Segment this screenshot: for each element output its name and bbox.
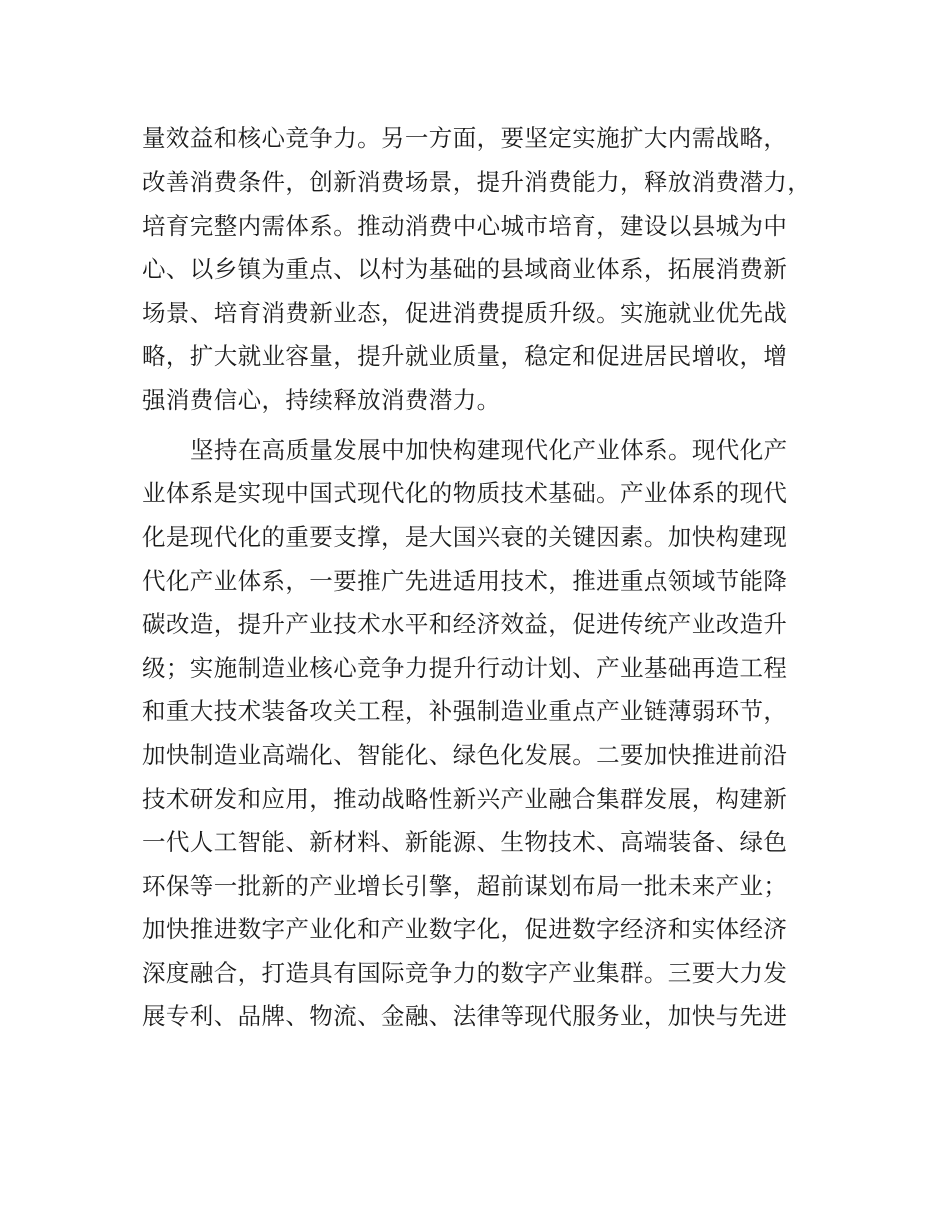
paragraph-line: 略，扩大就业容量，提升就业质量，稳定和促进居民增收，增 xyxy=(142,342,788,370)
paragraph-line: 坚持在高质量发展中加快构建现代化产业体系。现代化产 xyxy=(190,436,788,464)
paragraph-line: 加快制造业高端化、智能化、绿色化发展。二要加快推进前沿 xyxy=(142,741,788,769)
paragraph-line: 加快推进数字产业化和产业数字化，促进数字经济和实体经济 xyxy=(142,915,788,943)
paragraph-line: 代化产业体系，一要推广先进适用技术，推进重点领域节能降 xyxy=(142,567,788,595)
paragraph-line: 展专利、品牌、物流、金融、法律等现代服务业，加快与先进 xyxy=(142,1002,788,1030)
paragraph-line: 碳改造，提升产业技术水平和经济效益，促进传统产业改造升 xyxy=(142,610,788,638)
paragraph-line: 环保等一批新的产业增长引擎，超前谋划布局一批未来产业； xyxy=(142,872,788,900)
paragraph-line: 心、以乡镇为重点、以村为基础的县域商业体系，拓展消费新 xyxy=(142,255,788,283)
paragraph-line: 业体系是实现中国式现代化的物质技术基础。产业体系的现代 xyxy=(142,479,788,507)
paragraph-line: 改善消费条件，创新消费场景，提升消费能力，释放消费潜力， xyxy=(142,168,812,196)
paragraph-line: 级；实施制造业核心竞争力提升行动计划、产业基础再造工程 xyxy=(142,654,788,682)
paragraph-line: 技术研发和应用，推动战略性新兴产业融合集群发展，构建新 xyxy=(142,785,788,813)
paragraph-line: 一代人工智能、新材料、新能源、生物技术、高端装备、绿色 xyxy=(142,828,788,856)
paragraph-line: 强消费信心，持续释放消费潜力。 xyxy=(142,386,501,414)
paragraph-line: 培育完整内需体系。推动消费中心城市培育，建设以县城为中 xyxy=(142,212,788,240)
paragraph-line: 深度融合，打造具有国际竞争力的数字产业集群。三要大力发 xyxy=(142,959,788,987)
paragraph-line: 化是现代化的重要支撑，是大国兴衰的关键因素。加快构建现 xyxy=(142,523,788,551)
paragraph-line: 和重大技术装备攻关工程，补强制造业重点产业链薄弱环节， xyxy=(142,697,788,725)
paragraph-line: 场景、培育消费新业态，促进消费提质升级。实施就业优先战 xyxy=(142,299,788,327)
paragraph-line: 量效益和核心竞争力。另一方面，要坚定实施扩大内需战略， xyxy=(142,124,788,152)
